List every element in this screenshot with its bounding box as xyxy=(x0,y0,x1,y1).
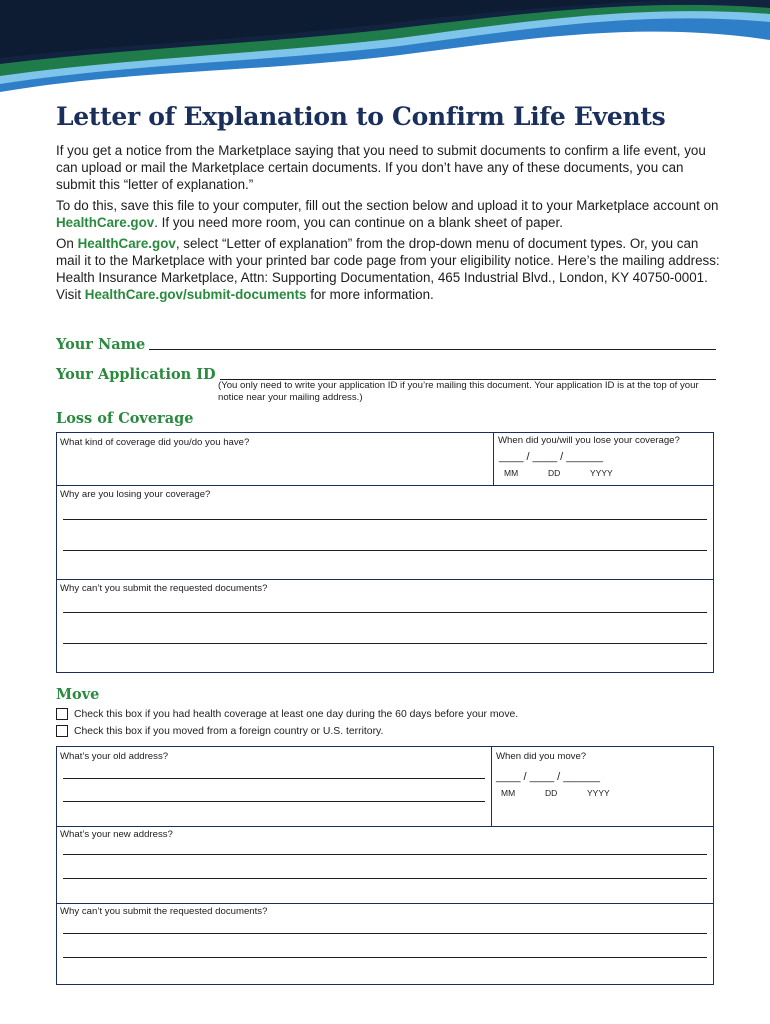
move-date-yyyy: YYYY xyxy=(587,788,610,798)
intro-paragraph-2 xyxy=(56,197,720,231)
coverage-why-cant-line-2[interactable] xyxy=(63,643,707,644)
header-wave-graphic xyxy=(0,0,770,100)
new-address-line-2[interactable] xyxy=(63,878,707,879)
coverage-why-cant-submit-label: Why can’t you submit the requested documents? xyxy=(60,583,268,594)
foreign-move-checkbox-label: Check this box if you moved from a foreign country or U.S. territory. xyxy=(74,725,384,737)
why-losing-line-2[interactable] xyxy=(63,550,707,551)
move-why-cant-line-1[interactable] xyxy=(63,933,707,934)
move-column-separator xyxy=(491,747,492,826)
move-box xyxy=(56,746,714,985)
intro-p3-text-b: , select “Letter of explanation” from the drop-down menu of document types. Or, you can mail it to the Marketplace with your printed bar code page from your eligibility notice. Here’s the mailing address: Health Insurance Marketplace, Attn: Supporting Documentation, 465 Industrial Blvd., London, KY 40750-0001. Visit xyxy=(56,236,720,302)
move-date-label: When did you move? xyxy=(496,751,587,762)
healthcare-gov-link-2[interactable]: HealthCare.gov xyxy=(77,236,176,251)
intro-paragraph-1: If you get a notice from the Marketplace saying that you need to submit documents to confirm a life event, you can upload or mail the Marketplace certain documents. If you don’t have any of these documents, you can submit this “letter of explanation.” xyxy=(56,143,706,192)
coverage-row-separator-2 xyxy=(57,579,713,580)
move-title: Move xyxy=(56,686,100,703)
intro-p2-text-b: . If you need more room, you can continue on a blank sheet of paper. xyxy=(154,215,563,230)
prior-coverage-checkbox[interactable] xyxy=(56,708,68,720)
intro-paragraph-3 xyxy=(56,235,720,303)
intro-p3-text-c: for more information. xyxy=(306,287,434,302)
healthcare-gov-link[interactable]: HealthCare.gov xyxy=(56,215,155,230)
move-row-separator-2 xyxy=(57,903,713,904)
new-address-label: What’s your new address? xyxy=(60,829,173,840)
name-label: Your Name xyxy=(56,336,146,353)
app-id-note: (You only need to write your application ID if you’re mailing this document. Your application ID is at the top of your notice near your mailing address.) xyxy=(218,380,699,403)
move-date-dd: DD xyxy=(545,788,558,798)
new-address-line-1[interactable] xyxy=(63,854,707,855)
lose-date-mm: MM xyxy=(504,468,519,478)
name-field-row xyxy=(56,336,716,353)
intro-p3-text-a: On xyxy=(56,236,78,251)
move-row-separator-1 xyxy=(57,826,713,827)
move-checkbox-row-1 xyxy=(56,708,518,720)
why-losing-label: Why are you losing your coverage? xyxy=(60,489,211,500)
prior-coverage-checkbox-label: Check this box if you had health coverage at least one day during the 60 days before your move. xyxy=(74,708,519,720)
old-address-label: What’s your old address? xyxy=(60,751,169,762)
page-title: Letter of Explanation to Confirm Life Events xyxy=(56,102,666,131)
why-losing-line-1[interactable] xyxy=(63,519,707,520)
coverage-column-separator xyxy=(493,433,494,485)
lose-date-input[interactable]: ____ / ____ / ______ xyxy=(499,451,603,463)
move-date-mm: MM xyxy=(501,788,516,798)
move-why-cant-submit-label: Why can’t you submit the requested documents? xyxy=(60,906,268,917)
intro-p2-text-a: To do this, save this file to your computer, fill out the section below and upload it to your Marketplace account on xyxy=(56,198,719,213)
app-id-label: Your Application ID xyxy=(56,366,216,383)
loss-of-coverage-box xyxy=(56,432,714,673)
lose-date-yyyy: YYYY xyxy=(590,468,613,478)
foreign-move-checkbox[interactable] xyxy=(56,725,68,737)
name-input-line[interactable] xyxy=(149,349,716,350)
coverage-why-cant-line-1[interactable] xyxy=(63,612,707,613)
lose-date-dd: DD xyxy=(548,468,561,478)
move-why-cant-line-2[interactable] xyxy=(63,957,707,958)
coverage-row-separator-1 xyxy=(57,485,713,486)
move-checkbox-row-2 xyxy=(56,725,383,737)
old-address-line-1[interactable] xyxy=(63,778,485,779)
submit-documents-link[interactable]: HealthCare.gov/submit-documents xyxy=(84,287,307,302)
coverage-kind-label: What kind of coverage did you/do you have? xyxy=(60,437,250,448)
old-address-line-2[interactable] xyxy=(63,801,485,802)
move-date-input[interactable]: ____ / ____ / ______ xyxy=(496,771,600,783)
loss-of-coverage-title: Loss of Coverage xyxy=(56,410,194,427)
lose-date-label: When did you/will you lose your coverage? xyxy=(498,435,680,446)
intro-text xyxy=(56,142,720,307)
